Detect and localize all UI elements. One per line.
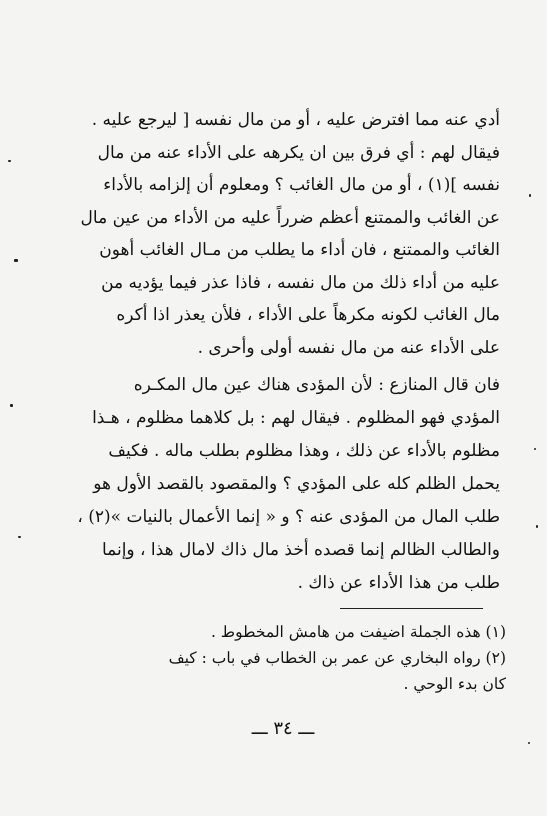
scan-mark [10, 404, 13, 407]
text-line: نفسه ](١) ، أو من مال الغائب ؟ ومعلوم أن إلزامه بالأداء [103, 175, 500, 195]
scan-mark [14, 259, 18, 262]
text-line: طلب من هذا الأداء عن ذاك . [297, 573, 500, 593]
footnote-continuation: كان بدء الوحي . [403, 675, 506, 693]
text-line: طلب المال من المؤدى عنه ؟ و « إنما الأعمال بالنيات »(٢) ، [77, 507, 500, 527]
text-line: الغائب والممتنع ، فان أداء ما يطلب من مـال الغائب أهون [99, 240, 500, 260]
text-line: والطالب الظالم إنما قصده أخذ مال ذاك لامال هذا ، وإنما [101, 540, 500, 560]
text-line: على الأداء عنه من مال نفسه أولى وأحرى . [197, 337, 500, 358]
footnote: (١) هذه الجملة اضيفت من هامش المخطوط . [210, 623, 506, 641]
scan-mark [8, 160, 11, 162]
text-line: يحمل الظلم كله على المؤدي ؟ والمقصود بالقصد الأول هو [93, 474, 500, 494]
text-line: فيقال لهم : أي فرق بين ان يكرهه على الأداء عنه من مال [97, 142, 500, 163]
text-line: المؤدي فهو المظلوم . فيقال لهم : بل كلاهما مظلوم ، هـذا [92, 408, 500, 428]
scan-mark [528, 742, 530, 744]
text-line: عن الغائب والممتنع أعظم ضرراً عليه من الأداء من عين مال [80, 207, 500, 228]
footnote: (٢) رواه البخاري عن عمر بن الخطاب في باب : كيف [168, 649, 506, 667]
text-line: فان قال المنازع : لأن المؤدى هناك عين مال المكـره [133, 375, 500, 395]
text-line: عليه من أداء ذلك من مال نفسه ، فاذا عذر فيما يؤديه من [101, 272, 500, 293]
scan-mark [536, 525, 538, 528]
paragraph-2 [66, 369, 500, 600]
scan-mark [18, 536, 21, 538]
scan-mark [529, 194, 531, 197]
footnote-separator [340, 608, 483, 609]
page-number: ـــ ٣٤ ـــ [251, 718, 315, 739]
scan-mark [534, 448, 536, 450]
paragraph-1 [66, 104, 500, 364]
text-line: مظلوم بالأداء عن ذلك ، وهذا مظلوم بطلب ماله . فكيف [108, 441, 500, 461]
footnotes [66, 619, 506, 697]
text-line: أدي عنه مما افترض عليه ، أو من مال نفسه [ ليرجع عليه . [91, 110, 500, 130]
text-line: مال الغائب لكونه مكرهاً على الأداء ، فلأن يعذر اذا أكره [116, 305, 500, 325]
